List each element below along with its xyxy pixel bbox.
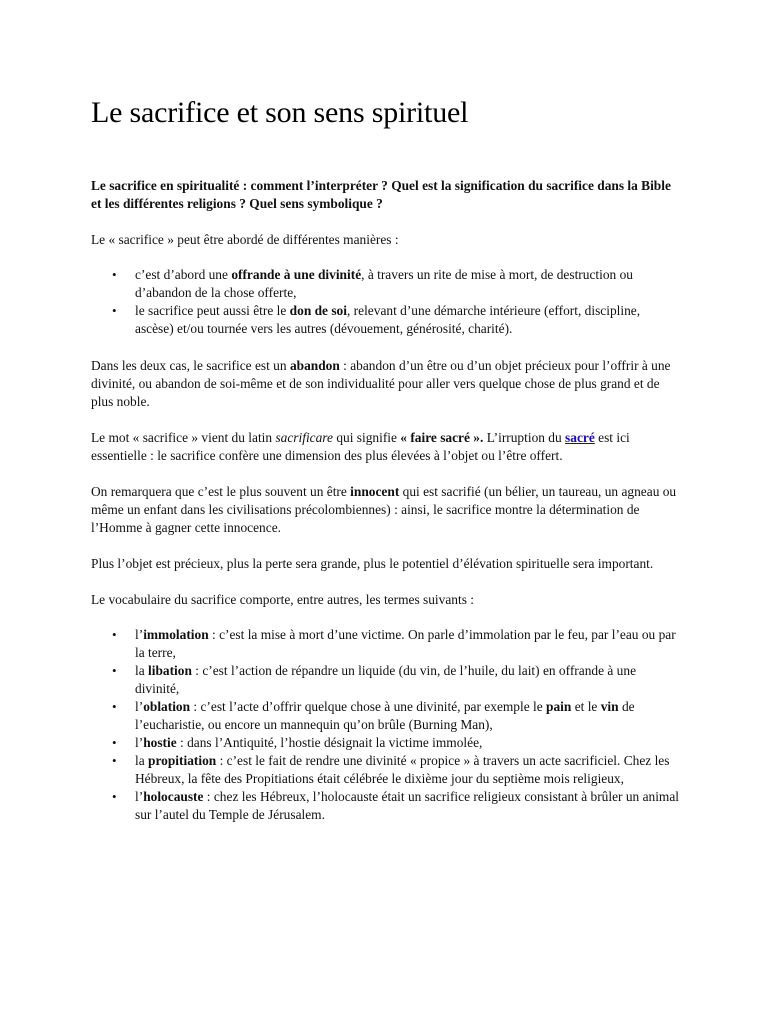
precious-paragraph: Plus l’objet est précieux, plus la perte sera grande, plus le potentiel d’élévation spirituelle sera important. <box>91 556 654 571</box>
approaches-list <box>91 266 681 338</box>
list-item: • l’holocauste : chez les Hébreux, l’holocauste était un sacrifice religieux consistant à brûler un animal sur l’autel du Temple de Jérusalem. <box>135 788 681 824</box>
abandon-paragraph: Dans les deux cas, le sacrifice est un abandon : abandon d’un être ou d’un objet précieux pour l’offrir à une divinité, ou abandon de soi-même et de son individualité pour aller vers quelque chose de plus grand et de plus noble. <box>91 358 671 409</box>
latin-paragraph: Le mot « sacrifice » vient du latin sacrificare qui signifie « faire sacré ». L’irruption du sacré est ici essentielle : le sacrifice confère une dimension des plus élevées à l’objet ou l’être offert. <box>91 430 630 463</box>
vocabulary-paragraph: Le vocabulaire du sacrifice comporte, entre autres, les termes suivants : <box>91 592 474 607</box>
list-item: • l’oblation : c’est l’acte d’offrir quelque chose à une divinité, par exemple le pain et le vin de l’eucharistie, ou encore un mannequin qu’on brûle (Burning Man), <box>135 698 681 734</box>
approaches-paragraph: Le « sacrifice » peut être abordé de différentes manières : <box>91 232 399 247</box>
document-page <box>91 94 681 824</box>
intro-paragraph: Le sacrifice en spiritualité : comment l’interpréter ? Quel est la signification du sacrifice dans la Bible et les différentes religions ? Quel sens symbolique ? <box>91 178 671 211</box>
list-item: • le sacrifice peut aussi être le don de soi, relevant d’une démarche intérieure (effort, discipline, ascèse) et/ou tournée vers les autres (dévouement, générosité, charité). <box>135 302 681 338</box>
list-item: • la libation : c’est l’action de répandre un liquide (du vin, de l’huile, du lait) en offrande à une divinité, <box>135 662 681 698</box>
vocabulary-list <box>91 626 681 824</box>
list-item: • l’immolation : c’est la mise à mort d’une victime. On parle d’immolation par le feu, par l’eau ou par la terre, <box>135 626 681 662</box>
list-item: • l’hostie : dans l’Antiquité, l’hostie désignait la victime immolée, <box>135 734 681 752</box>
sacre-link[interactable]: sacré <box>565 430 595 445</box>
list-item: • c’est d’abord une offrande à une divinité, à travers un rite de mise à mort, de destruction ou d’abandon de la chose offerte, <box>135 266 681 302</box>
innocent-paragraph: On remarquera que c’est le plus souvent un être innocent qui est sacrifié (un bélier, un taureau, un agneau ou même un enfant dans les civilisations précolombiennes) : ainsi, le sacrifice montre la détermination de l’Homme à gagner cette innocence. <box>91 484 677 535</box>
list-item: • la propitiation : c’est le fait de rendre une divinité « propice » à travers un acte sacrificiel. Chez les Hébreux, la fête des Propitiations était célébrée le dixième jour du septième mois religieux, <box>135 752 681 788</box>
page-title: Le sacrifice et son sens spirituel <box>91 96 469 129</box>
